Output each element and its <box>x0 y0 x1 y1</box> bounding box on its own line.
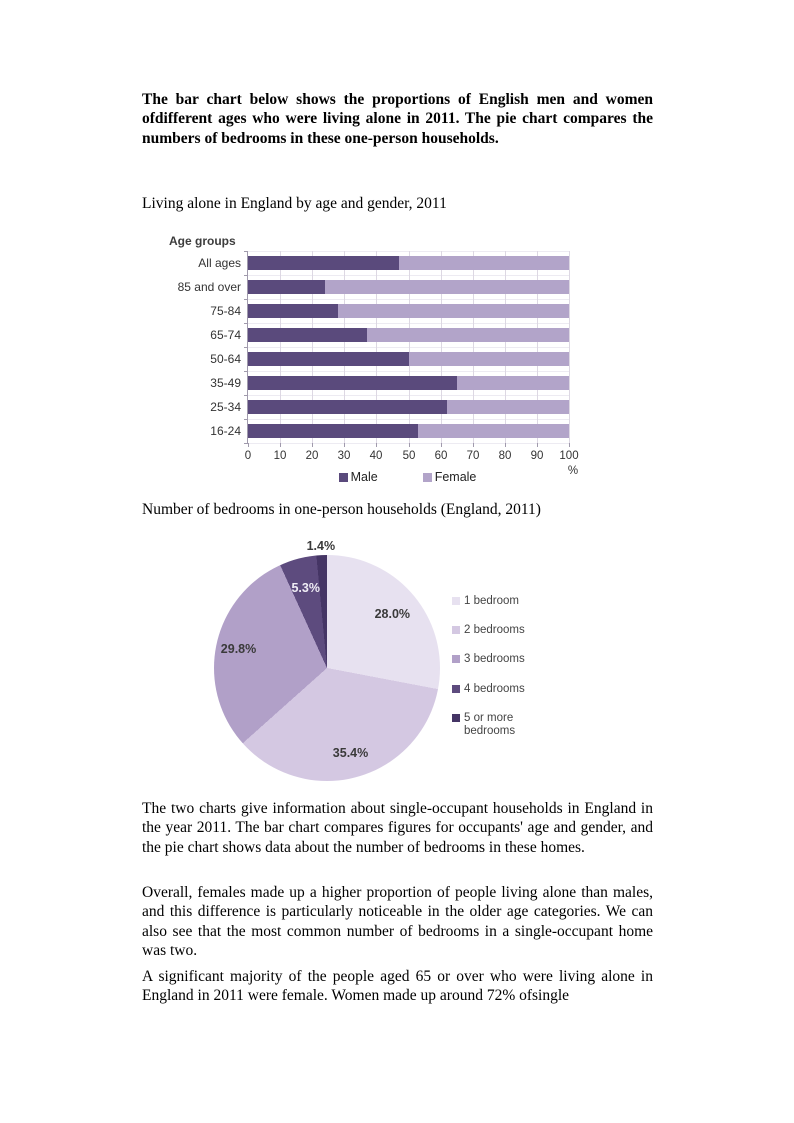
x-tick <box>505 443 506 447</box>
x-tick-label: 60 <box>434 450 448 462</box>
category-label: 85 and over <box>177 280 241 294</box>
pie-legend-label: 2 bedrooms <box>464 624 525 637</box>
x-tick-label: 50 <box>402 450 416 462</box>
bar-segment-female <box>447 400 569 414</box>
pie-circle <box>214 555 440 781</box>
pie-slice-label: 29.8% <box>220 642 257 657</box>
x-tick <box>537 443 538 447</box>
bar-segment-female <box>338 304 569 318</box>
pie-slice-label: 35.4% <box>332 745 369 760</box>
pie-legend-label: 3 bedrooms <box>464 653 525 666</box>
x-tick-label: 20 <box>305 450 319 462</box>
pie-slice-label: 5.3% <box>291 581 320 596</box>
pie-legend-swatch <box>452 685 460 693</box>
x-tick <box>248 443 249 447</box>
bar-row <box>248 328 569 342</box>
bar-chart-legend <box>247 470 568 484</box>
bar-row <box>248 376 569 390</box>
x-tick-label: 10 <box>273 450 287 462</box>
pie-legend-swatch <box>452 655 460 663</box>
pie-slice-label: 28.0% <box>374 606 411 621</box>
pie-legend-label: 5 or more bedrooms <box>464 711 516 738</box>
essay-paragraph-1: The two charts give information about single-occupant households in England in the year 2011. The bar chart compares figures for occupants' age and gender, and the pie chart shows data about the number of bedrooms in these homes. <box>142 800 653 856</box>
x-tick-label: 30 <box>337 450 351 462</box>
pie-legend-item <box>452 595 542 608</box>
x-tick-label: 80 <box>498 450 512 462</box>
pie-chart <box>0 535 794 800</box>
pie-legend-swatch <box>452 714 460 722</box>
legend-label: Male <box>350 470 378 484</box>
task-prompt: The bar chart below shows the proportions of English men and women ofdifferent ages who were living alone in 2011. The pie chart compares the numbers of bedrooms in these one-person households. <box>142 91 653 147</box>
category-label: 65-74 <box>210 328 241 342</box>
essay-paragraph-2: Overall, females made up a higher proportion of people living alone than males, and this difference is particularly noticeable in the older age categories. We can also see that the most common number of bedrooms in a single-occupant home was two. <box>142 884 653 960</box>
category-label: 50-64 <box>210 352 241 366</box>
bar-row <box>248 352 569 366</box>
bar-segment-female <box>367 328 569 342</box>
bar-segment-male <box>248 400 447 414</box>
legend-item <box>339 470 378 484</box>
category-label: 25-34 <box>210 400 241 414</box>
bar-segment-male <box>248 256 399 270</box>
x-tick-label: 90 <box>530 450 544 462</box>
bar-segment-male <box>248 280 325 294</box>
bar-segment-female <box>409 352 570 366</box>
x-axis-unit: % <box>567 465 579 477</box>
bar-segment-male <box>248 328 367 342</box>
pie-legend-swatch <box>452 626 460 634</box>
pie-legend-item <box>452 624 542 637</box>
x-tick <box>344 443 345 447</box>
y-tick <box>244 323 248 324</box>
x-tick-label: 40 <box>369 450 383 462</box>
y-tick <box>244 299 248 300</box>
gridline <box>569 251 570 443</box>
y-tick <box>244 371 248 372</box>
pie-legend-label: 1 bedroom <box>464 595 519 607</box>
legend-swatch <box>339 473 348 482</box>
bar-row <box>248 280 569 294</box>
bar-segment-female <box>325 280 569 294</box>
x-tick <box>409 443 410 447</box>
pie-legend-item <box>452 712 542 738</box>
category-label: 35-49 <box>210 376 241 390</box>
pie-legend-label: 4 bedrooms <box>464 682 525 695</box>
bar-segment-female <box>457 376 569 390</box>
legend-item <box>423 470 477 484</box>
x-tick <box>441 443 442 447</box>
y-tick <box>244 347 248 348</box>
x-tick-label: 70 <box>466 450 480 462</box>
pie-legend <box>452 595 542 738</box>
y-tick <box>244 419 248 420</box>
x-tick-label: 100 <box>559 450 579 462</box>
bar-segment-male <box>248 304 338 318</box>
x-tick <box>473 443 474 447</box>
x-tick <box>569 443 570 447</box>
x-tick <box>280 443 281 447</box>
category-label: 16-24 <box>210 424 241 438</box>
bar-row <box>248 304 569 318</box>
x-tick <box>376 443 377 447</box>
bar-segment-female <box>399 256 569 270</box>
bar-segment-male <box>248 352 409 366</box>
bar-row <box>248 256 569 270</box>
legend-label: Female <box>434 470 477 484</box>
bar-chart-axis-label: Age groups <box>169 234 236 248</box>
bar-segment-female <box>418 424 569 438</box>
x-tick <box>312 443 313 447</box>
y-tick <box>244 275 248 276</box>
pie-chart-title: Number of bedrooms in one-person households (England, 2011) <box>142 501 541 518</box>
bar-segment-male <box>248 424 418 438</box>
bar-segment-male <box>248 376 457 390</box>
y-tick <box>244 395 248 396</box>
x-tick-label: 0 <box>244 450 252 462</box>
legend-swatch <box>423 473 432 482</box>
bar-row <box>248 424 569 438</box>
pie-slice-label: 1.4% <box>306 539 336 554</box>
category-label: 75-84 <box>210 304 241 318</box>
category-label: All ages <box>198 256 241 270</box>
bar-chart-title: Living alone in England by age and gender, 2011 <box>142 195 447 212</box>
y-tick <box>244 251 248 252</box>
bar-chart <box>165 233 600 491</box>
bar-row <box>248 400 569 414</box>
pie-legend-swatch <box>452 597 460 605</box>
pie-legend-item <box>452 683 542 696</box>
pie-legend-item <box>452 653 542 666</box>
essay-paragraph-3: A significant majority of the people aged 65 or over who were living alone in England in 2011 were female. Women made up around 72% ofsingle <box>142 968 653 1005</box>
